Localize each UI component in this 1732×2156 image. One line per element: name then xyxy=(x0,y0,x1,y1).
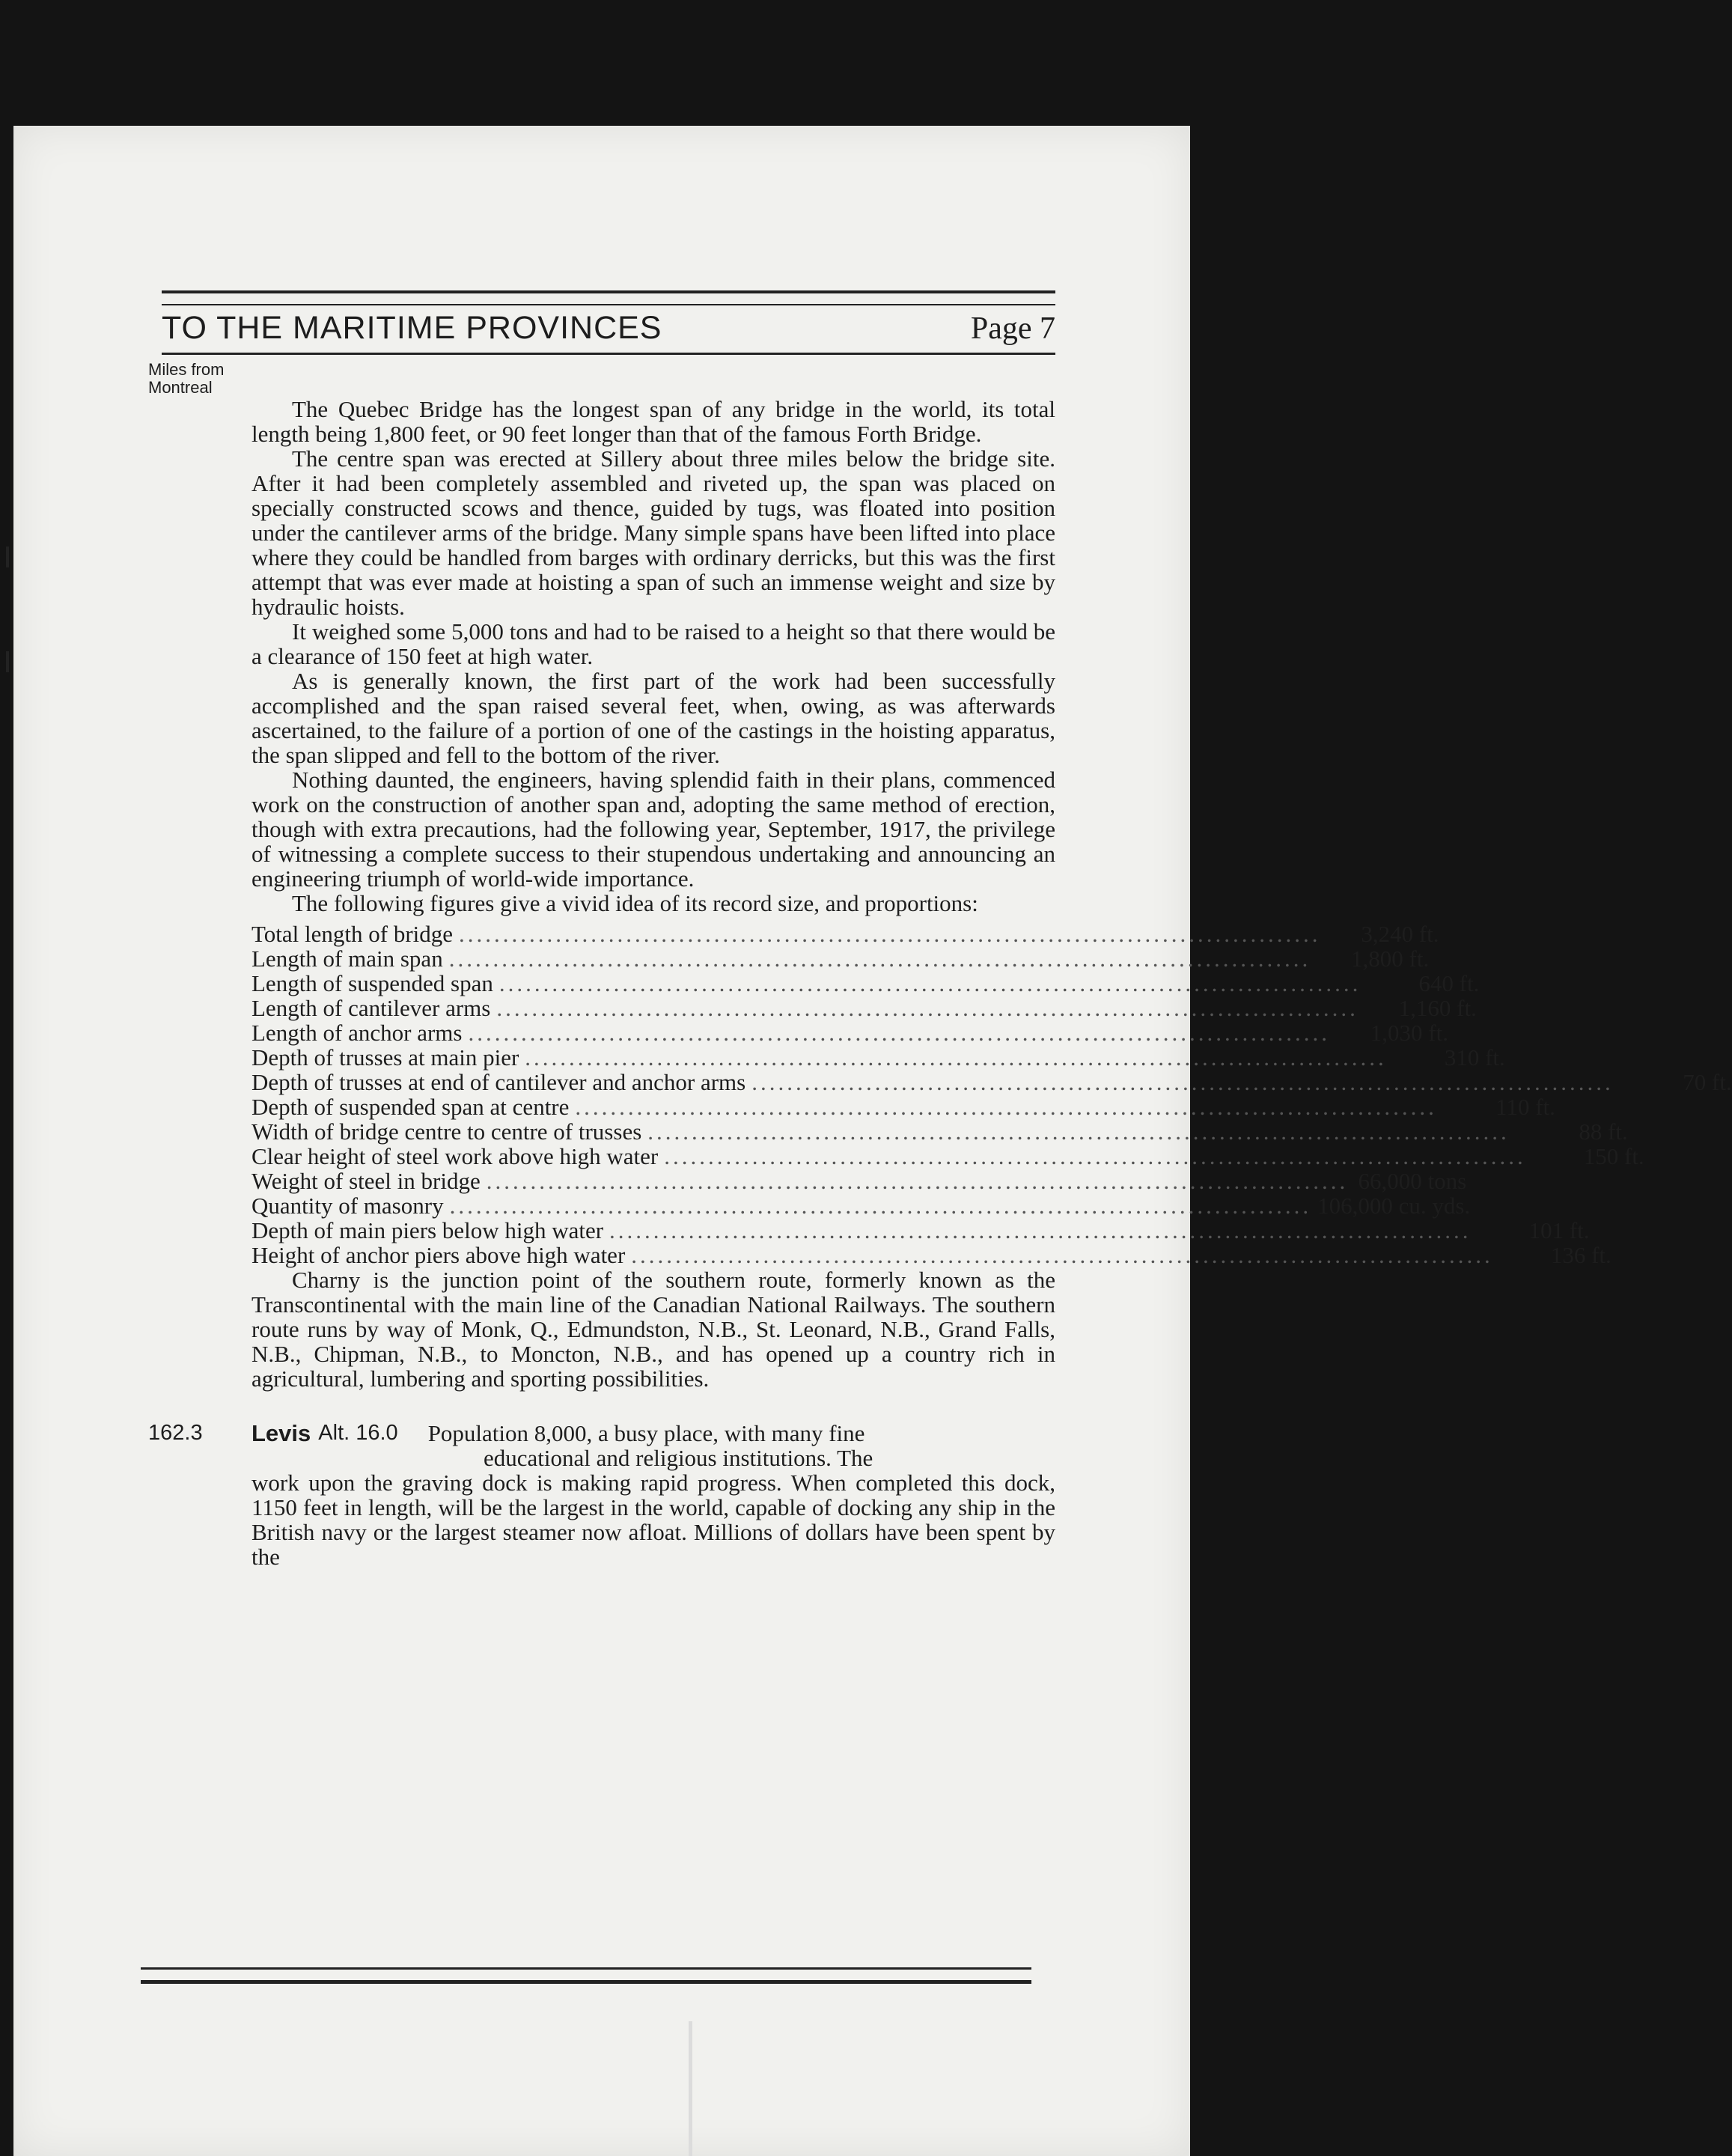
figure-label: Total length of bridge xyxy=(251,921,454,947)
figure-value: 106,000 cu. yds. xyxy=(1317,1193,1471,1219)
leader-dots: .................................................................................................. xyxy=(647,1118,1510,1145)
leader-dots: .................................................................................................. xyxy=(449,1193,1312,1219)
figure-value: 136 ft. xyxy=(1550,1242,1611,1268)
figures-intro: The following figures give a vivid idea of its record size, and proportions: xyxy=(292,890,978,916)
levis-second-line: educational and religious institutions. The xyxy=(484,1445,873,1471)
scan-artifact-bottom xyxy=(689,2021,692,2156)
levis-mileage: 162.3 xyxy=(148,1421,203,1445)
figure-label: Clear height of steel work above high water xyxy=(251,1143,659,1169)
figure-row xyxy=(251,1094,1555,1120)
figure-value: 640 ft. xyxy=(1418,970,1480,996)
figure-value: 70 ft. xyxy=(1683,1069,1732,1095)
figure-label: Quantity of masonry xyxy=(251,1193,444,1219)
figure-label: Depth of main piers below high water xyxy=(251,1217,604,1243)
figure-row xyxy=(251,1217,1590,1243)
book-page xyxy=(13,126,1732,2156)
figure-label: Depth of trusses at main pier xyxy=(251,1044,519,1071)
figure-row xyxy=(251,1143,1644,1169)
paragraph-centre-span: The centre span was erected at Sillery about three miles below the bridge site. After it had been completely assembled and riveted up, the span was placed on specially constructed scows and thence, guided by tugs, was floated into position under the cantilever arms of the bridge. Many simple spans have been lifted into place where they could be handled from barges with ordinary derricks, but this was the first attempt that was ever made at hoisting a span of such an immense weight and size by hydraulic hoists. xyxy=(251,445,1055,620)
figure-row xyxy=(251,1020,1448,1046)
figure-row xyxy=(251,1069,1732,1095)
scan-artifact-left-2 xyxy=(6,651,9,672)
levis-body: work upon the graving dock is making rapid progress. When completed this dock, 1150 feet in length, will be the largest in the world, capable of docking any ship in the British navy or the largest steamer now afloat. Millions of dollars have been spent by the xyxy=(251,1470,1055,1570)
miles-from-montreal-label xyxy=(148,361,1055,397)
header-top-rule xyxy=(162,290,1055,305)
leader-dots: .................................................................................................. xyxy=(609,1217,1472,1243)
paragraph-longest-span: The Quebec Bridge has the longest span of any bridge in the world, its total length being 1,800 feet, or 90 feet longer than that of the famous Forth Bridge. xyxy=(251,396,1055,447)
figure-value: 3,240 ft. xyxy=(1361,921,1439,947)
station-name-levis: Levis xyxy=(251,1420,311,1446)
bridge-figures-list xyxy=(251,921,1732,1268)
figure-value: 310 ft. xyxy=(1444,1044,1505,1071)
figure-label: Length of suspended span xyxy=(251,970,493,996)
levis-altitude: Alt. 16.0 xyxy=(318,1421,398,1445)
paragraph-charny: Charny is the junction point of the southern route, formerly known as the Transcontinental with the main line of the Canadian National Railways. The southern route runs by way of Monk, Q., Edmundston, N.B., St. Leonard, N.B., Grand Falls, N.B., Chipman, N.B., to Moncton, N.B., and has opened up a country rich in agricultural, lumbering and sporting possibilities. xyxy=(251,1267,1055,1392)
leader-dots: .................................................................................................. xyxy=(664,1143,1526,1169)
figure-row xyxy=(251,1044,1505,1071)
margin-label-line1: Miles from xyxy=(148,360,225,379)
paragraph-first-attempt: As is generally known, the first part of the work had been successfully accomplished and the span raised several feet, when, owing, as was afterwards ascertained, to the failure of a portion of one of the castings in the hoisting apparatus, the span slipped and fell to the bottom of the river. xyxy=(251,668,1055,768)
levis-heading-line xyxy=(251,1421,1055,1446)
leader-dots: .................................................................................................. xyxy=(575,1094,1437,1120)
figure-row xyxy=(251,970,1480,996)
figure-label: Length of cantilever arms xyxy=(251,995,491,1021)
leader-dots: .................................................................................................. xyxy=(468,1020,1330,1046)
figure-row xyxy=(251,921,1439,947)
figure-label: Height of anchor piers above high water xyxy=(251,1242,626,1268)
figure-value: 66,000 tons xyxy=(1358,1168,1467,1194)
leader-dots: .................................................................................................. xyxy=(459,921,1321,947)
running-title: TO THE MARITIME PROVINCES xyxy=(162,310,662,346)
figure-value: 1,160 ft. xyxy=(1398,995,1477,1021)
footer-double-rule xyxy=(141,1967,1031,1984)
page-header xyxy=(148,310,1055,347)
figure-value: 1,800 ft. xyxy=(1351,945,1430,972)
leader-dots: .................................................................................................. xyxy=(751,1069,1614,1095)
margin-label-line2: Montreal xyxy=(148,378,213,397)
levis-first-line: Population 8,000, a busy place, with many fine xyxy=(427,1420,865,1446)
leader-dots: .................................................................................................. xyxy=(525,1044,1387,1071)
figure-value: 1,030 ft. xyxy=(1370,1020,1448,1046)
figure-value: 88 ft. xyxy=(1579,1118,1628,1145)
leader-dots: .................................................................................................. xyxy=(486,1168,1349,1194)
leader-dots: .................................................................................................. xyxy=(498,970,1361,996)
figure-label: Length of anchor arms xyxy=(251,1020,463,1046)
figure-row xyxy=(251,945,1430,972)
figure-row xyxy=(251,1118,1628,1145)
figure-row xyxy=(251,995,1477,1021)
figure-label: Width of bridge centre to centre of trusses xyxy=(251,1118,642,1145)
figure-row xyxy=(251,1242,1611,1268)
figure-label: Weight of steel in bridge xyxy=(251,1168,481,1194)
leader-dots: .................................................................................................. xyxy=(448,945,1311,972)
figure-label: Depth of suspended span at centre xyxy=(251,1094,570,1120)
levis-text xyxy=(251,1421,1055,1569)
figure-label: Length of main span xyxy=(251,945,443,972)
quebec-bridge-text xyxy=(251,396,1732,1392)
figure-label: Depth of trusses at end of cantilever and anchor arms xyxy=(251,1069,746,1095)
paragraph-weight: It weighed some 5,000 tons and had to be raised to a height so that there would be a clearance of 150 feet at high water. xyxy=(251,618,1055,669)
figure-value: 110 ft. xyxy=(1495,1094,1555,1120)
header-bottom-rule xyxy=(162,353,1055,355)
leader-dots: .................................................................................................. xyxy=(631,1242,1493,1268)
figure-row xyxy=(251,1168,1467,1194)
figure-row xyxy=(251,1193,1471,1219)
leader-dots: .................................................................................................. xyxy=(496,995,1359,1021)
figure-value: 150 ft. xyxy=(1583,1143,1644,1169)
levis-entry xyxy=(148,1421,1055,1569)
paragraph-second-attempt: Nothing daunted, the engineers, having splendid faith in their plans, commenced work on the construction of another span and, adopting the same method of erection, though with extra precautions, had the following year, September, 1917, the privilege of witnessing a complete success to their stupendous undertaking and announcing an engineering triumph of world-wide importance. xyxy=(251,767,1055,892)
figure-value: 101 ft. xyxy=(1528,1217,1590,1243)
page-number: Page 7 xyxy=(970,311,1055,346)
scan-artifact-left-1 xyxy=(6,546,9,567)
page-content xyxy=(148,290,1732,1570)
